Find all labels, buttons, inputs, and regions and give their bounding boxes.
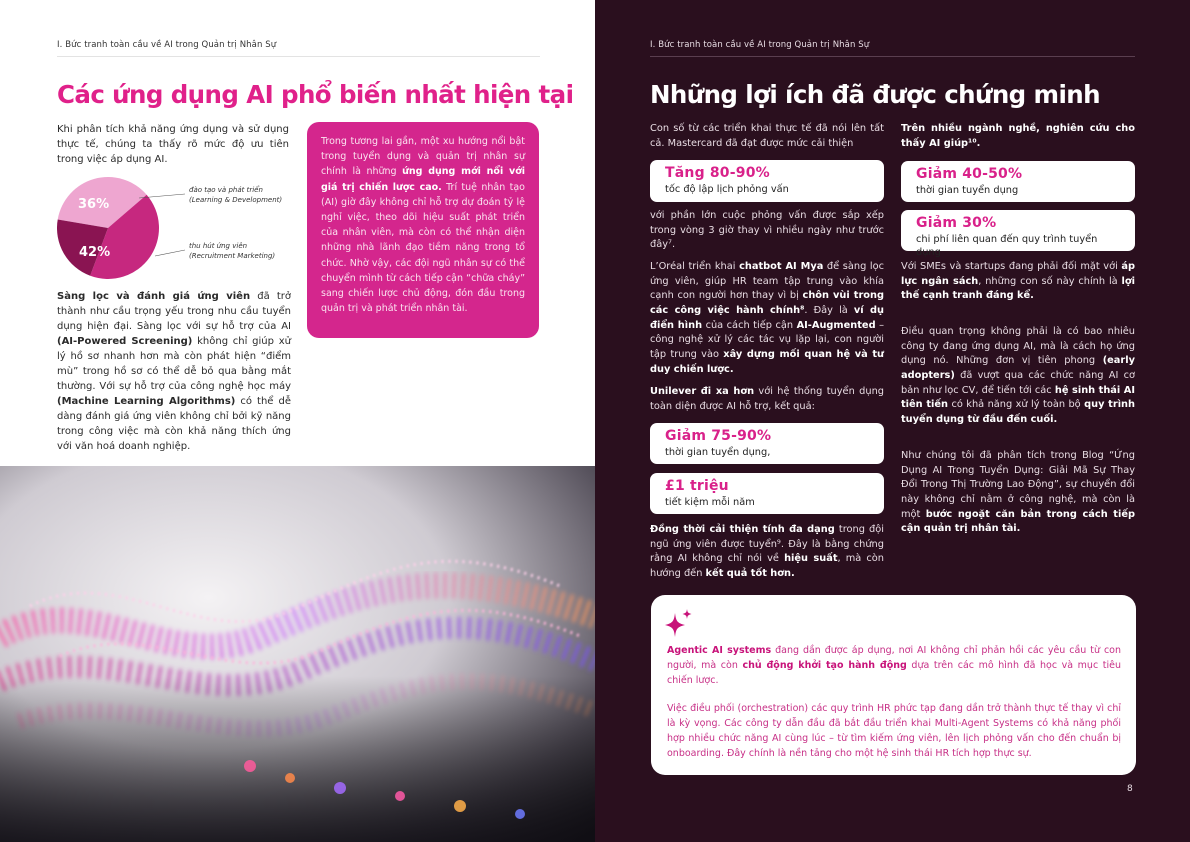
running-head: I. Bức tranh toàn cầu về AI trong Quản trị Nhân Sự: [57, 40, 540, 57]
bold-text: áp lực ngân sách: [901, 261, 1135, 287]
stat-card-mastercard: [650, 160, 884, 202]
legend-line: (Recruitment Marketing): [189, 251, 276, 260]
legend-line: thu hút ứng viên: [189, 242, 248, 250]
mastercard-intro: Con số từ các triển khai thực tế đã nói lên tất cả. Mastercard đã đạt được mức cải thiện: [650, 123, 884, 149]
blog-paragraph: [901, 449, 1135, 537]
legend-line: (Learning & Development): [189, 195, 283, 204]
page-title: Các ứng dụng AI phổ biến nhất hiện tại: [57, 80, 574, 109]
bold-text: hiệu suất: [784, 553, 838, 565]
pie-label-42: 42%: [79, 245, 111, 260]
agentic-paragraph-2: Việc điều phối (orchestration) các quy trình HR phức tạp đang dần trở thành thực tế thay vì chỉ là kỳ vọng. Các công ty dẫn đầu đã bắt đầu triển khai Multi-Agent Systems có khả năng phối hợp nhiều chức năng AI cùng lúc – từ tìm kiếm ứng viên, lên lịch phỏng vấn cho đến chuẩn bị onboarding. Đây chính là nền tảng cho một hệ sinh thái HR tích hợp thực sự.: [667, 702, 1121, 760]
text-span: . Đây là: [804, 305, 854, 317]
screening-paragraph: [57, 289, 291, 454]
bold-text: (early adopters): [901, 355, 1135, 382]
stat-label: chi phí liên quan đến quy trình tuyển dụng: [916, 233, 1098, 258]
bold-text: chatbot AI Mya: [739, 261, 824, 272]
text-span: Trí tuệ nhân tạo (AI) giờ đây không chỉ hỗ trợ dự đoán tỷ lệ nghỉ việc, theo dõi hiệu suất phát triển của nhân viên, mà còn có thể nhận diện những nhà lãnh đạo tiềm năng trong tổ chức. Nhờ vậy, các đội ngũ nhân sự có thể chuyển mình từ cách tiếp cận “chữa cháy” sang chiến lược chủ động, đón đầu trong quản trị và phát triển nhân tài.: [321, 181, 525, 315]
loreal-paragraph: [650, 260, 884, 378]
pie-label-36: 36%: [78, 197, 110, 212]
bold-text: ứng dụng mới nổi với giá trị chiến lược cao.: [321, 166, 526, 193]
bold-text: Trên nhiều ngành nghề, nghiên cứu cho thấy AI giúp¹⁰.: [901, 123, 1135, 149]
hero-data-wave-image: [0, 466, 595, 842]
text-span: , mà còn hướng đến: [650, 553, 885, 580]
text-span: đã trở thành như cầu trọng yếu trong nhu cầu tuyển dụng hiện đại. Sàng lọc với sự hỗ trợ của AI: [57, 291, 291, 332]
bold-text: chủ động khởi tạo hành động: [742, 660, 907, 672]
legend-line: đào tạo và phát triển: [189, 186, 263, 194]
text-span: của cách tiếp cận: [702, 319, 797, 331]
early-adopters-paragraph: [901, 325, 1135, 428]
bold-text: kết quả tốt hơn.: [705, 568, 795, 580]
legend-learning-development: [189, 186, 282, 206]
text-span: có thể dễ dàng đánh giá ứng viên không chỉ bởi kỹ năng trong công việc mà còn khả năng thích ứng với văn hoá doanh nghiệp.: [57, 396, 291, 452]
legend-leader-line: [155, 250, 185, 256]
bold-text: chôn vùi trong các công việc hành chính⁸: [650, 290, 884, 317]
unilever-paragraph: [650, 385, 884, 414]
stat-card-unilever-time: [650, 423, 884, 464]
text-span: Như chúng tôi đã phân tích trong Blog “Ứng Dụng AI Trong Tuyển Dụng: Giải Mã Sự Thay Đổi Trong Thị Trường Lao Động”, sự chuyển đổi này không chỉ nằm ở công nghệ, mà còn là một: [901, 450, 1135, 520]
text-span: dựa trên các mô hình đã học và mục tiêu chiến lược.: [667, 660, 1121, 687]
bold-text: lợi thế cạnh tranh đáng kể.: [901, 275, 1135, 302]
page-title: Những lợi ích đã được chứng minh: [650, 80, 1100, 109]
bold-text: hệ sinh thái AI tiên tiến: [901, 384, 1135, 411]
future-trend-callout: [307, 122, 539, 338]
text-span: – công nghệ xử lý các tác vụ lặp lại, con người tập trung vào: [650, 319, 884, 361]
stat-label: tiết kiệm mỗi năm: [665, 496, 755, 508]
stat-label: thời gian tuyển dụng: [916, 184, 1019, 196]
text-span: Điều quan trọng không phải là có bao nhiêu công ty đang ứng dụng AI, mà là cách họ ứng dụng nó. Những đơn vị tiên phong: [901, 326, 1135, 367]
text-span: với hệ thống tuyển dụng toàn diện được AI hỗ trợ, kết quả:: [650, 386, 884, 412]
pie-slices: [57, 177, 159, 279]
agentic-ai-callout: [651, 595, 1136, 775]
industries-intro: [901, 122, 1135, 151]
text-span: đã vượt qua các chức năng AI cơ bản như lọc CV, để tiến tới các: [901, 370, 1135, 396]
stat-label: tốc độ lập lịch phỏng vấn: [665, 183, 789, 195]
text-span: để sàng lọc ứng viên, giúp HR team tập trung vào khía cạnh con người hơn thay vì bị: [650, 261, 884, 302]
stat-value: Giảm 75-90%: [665, 428, 772, 444]
stat-value: Tăng 80-90%: [665, 165, 770, 181]
bold-text: Unilever đi xa hơn: [650, 386, 755, 397]
stat-card-unilever-savings: [650, 473, 884, 514]
bold-text: AI-Augmented: [796, 319, 876, 331]
text-span: không chỉ giúp xử lý hồ sơ nhanh hơn mà còn phát hiện “điểm mù” trong hồ sơ có thể dễ bỏ qua bằng mắt thường. Với sự hỗ trợ của công nghệ học máy: [57, 336, 291, 392]
right-page: [595, 0, 1190, 842]
bold-text: Sàng lọc và đánh giá ứng viên: [57, 291, 251, 302]
intro-paragraph: Khi phân tích khả năng ứng dụng và sử dụng thực tế, chúng ta thấy rõ mức độ ưu tiên trong việc áp dụng AI.: [57, 124, 289, 165]
stat-card-industry-time: [901, 161, 1135, 202]
stat-value: Giảm 30%: [916, 215, 997, 231]
legend-recruitment-marketing: [189, 242, 275, 262]
bold-text: bước ngoặt căn bản trong cách tiếp cận quản trị nhân tài.: [901, 508, 1136, 535]
text-span: trong đội ngũ ứng viên được tuyển⁹. Đây là bằng chứng rằng AI không chỉ nói về: [650, 524, 884, 565]
sparkle-icon: [663, 607, 695, 639]
bold-text: ví dụ điển hình: [650, 305, 884, 331]
stat-value: £1 triệu: [665, 478, 729, 494]
text-span: đang dần được áp dụng, nơi AI không chỉ phản hồi các yêu cầu từ con người, mà còn: [667, 645, 1121, 672]
bold-text: (Machine Learning Algorithms): [57, 396, 236, 407]
text-span: Trong tương lai gần, một xu hướng nổi bật trong tuyển dụng và quản trị nhân sự chính là những: [321, 136, 525, 178]
bold-text: Agentic AI systems: [667, 645, 772, 656]
bold-text: quy trình tuyển dụng từ đầu đến cuối.: [901, 399, 1136, 426]
smes-paragraph: [901, 260, 1135, 304]
bold-text: xây dựng mối quan hệ và tư duy chiến lược.: [650, 349, 884, 375]
mastercard-result: với phần lớn cuộc phỏng vấn được sắp xếp trong vòng 3 giờ thay vì nhiều ngày như trước đây⁷.: [650, 210, 884, 251]
stat-value: Giảm 40-50%: [916, 166, 1023, 182]
running-head: I. Bức tranh toàn cầu về AI trong Quản trị Nhân Sự: [650, 40, 1135, 57]
diversity-paragraph: [650, 523, 884, 582]
text-span: L’Oréal triển khai: [650, 261, 740, 272]
bold-text: Đồng thời cải thiện tính đa dạng: [650, 524, 835, 535]
bold-text: (AI-Powered Screening): [57, 336, 193, 347]
text-span: có khả năng xử lý toàn bộ: [948, 399, 1085, 411]
agentic-paragraph-1: [667, 643, 1121, 689]
page-number: 8: [1127, 784, 1133, 794]
text-span: , những con số này chính là: [978, 275, 1122, 287]
text-span: Với SMEs và startups đang phải đối mặt với: [901, 261, 1122, 272]
stat-card-industry-cost: [901, 210, 1135, 258]
stat-label: thời gian tuyển dụng,: [665, 446, 771, 458]
